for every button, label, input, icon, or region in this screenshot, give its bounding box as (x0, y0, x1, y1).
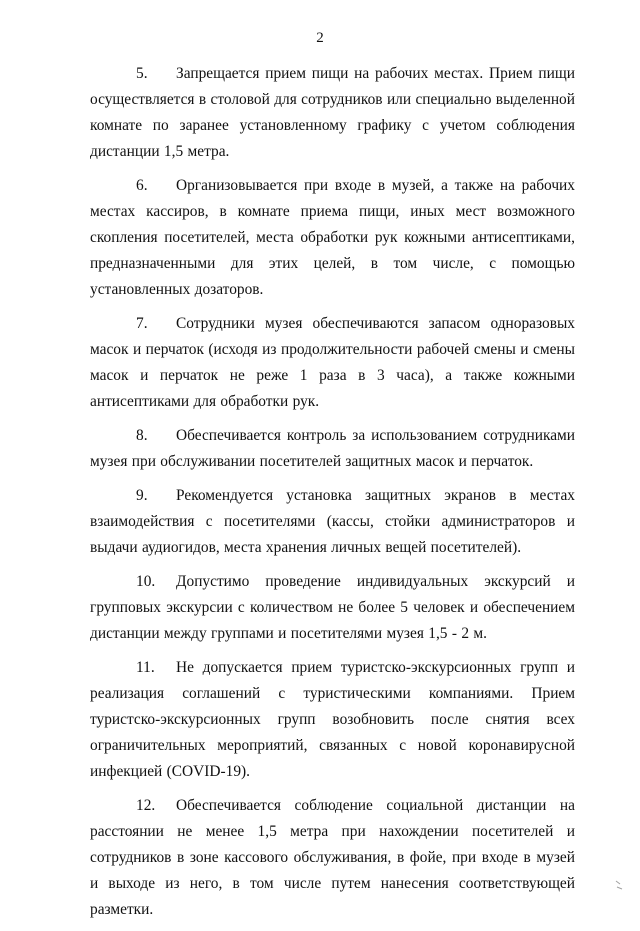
scan-artifact-icon (614, 879, 624, 893)
paragraph-text: Обеспечивается контроль за использованием сотрудниками музея при обслуживании посетителей защитных масок и перчаток. (90, 427, 575, 470)
document-body (90, 61, 575, 931)
paragraph-11 (90, 655, 575, 785)
paragraph-9 (90, 483, 575, 561)
paragraph-6 (90, 173, 575, 303)
paragraph-number: 6. (136, 177, 148, 194)
paragraph-text: Запрещается прием пищи на рабочих местах. Прием пищи осуществляется в столовой для сотрудников или специально выделенной комнате по заранее установленному графику с учетом соблюдения дистанции 1,5 метра. (90, 65, 575, 160)
paragraph-10 (90, 569, 575, 647)
paragraph-5 (90, 61, 575, 165)
paragraph-number: 11. (136, 659, 155, 676)
paragraph-text: Не допускается прием туристско-экскурсионных групп и реализация соглашений с туристическими компаниями. Прием туристско-экскурсионных групп возобновить после снятия всех ограничительных мероприятий, связанных с новой коронавирусной инфекцией (COVID-19). (90, 659, 575, 780)
paragraph-number: 12. (136, 797, 156, 814)
paragraph-number: 7. (136, 315, 148, 332)
paragraph-text: Рекомендуется установка защитных экранов в местах взаимодействия с посетителями (кассы, стойки администраторов и выдачи аудиогидов, места хранения личных вещей посетителей). (90, 487, 575, 556)
paragraph-number: 10. (136, 573, 156, 590)
paragraph-number: 9. (136, 487, 148, 504)
paragraph-number: 5. (136, 65, 148, 82)
page-number: 2 (316, 30, 324, 46)
paragraph-8 (90, 423, 575, 475)
paragraph-7 (90, 311, 575, 415)
paragraph-text: Допустимо проведение индивидуальных экскурсий и групповых экскурсии с количеством не более 5 человек и обеспечением дистанции между группами и посетителями музея 1,5 - 2 м. (90, 573, 575, 642)
scan-artifact-mark (614, 879, 624, 893)
paragraph-number: 8. (136, 427, 148, 444)
paragraph-text: Обеспечивается соблюдение социальной дистанции на расстоянии не менее 1,5 метра при нахождении посетителей и сотрудников в зоне кассового обслуживания, в фойе, при входе в музей и выходе из него, в том числе путем нанесения соответствующей разметки. (90, 797, 575, 918)
paragraph-text: Организовывается при входе в музей, а также на рабочих местах кассиров, в комнате приема пищи, иных мест возможного скопления посетителей, места обработки рук кожными антисептиками, предназначенными для этих целей, в том числе, с помощью установленных дозаторов. (90, 177, 575, 298)
paragraph-text: Сотрудники музея обеспечиваются запасом одноразовых масок и перчаток (исходя из продолжительности рабочей смены и смены масок и перчаток не реже 1 раза в 3 часа), а также кожными антисептиками для обработки рук. (90, 315, 575, 410)
paragraph-12 (90, 793, 575, 923)
